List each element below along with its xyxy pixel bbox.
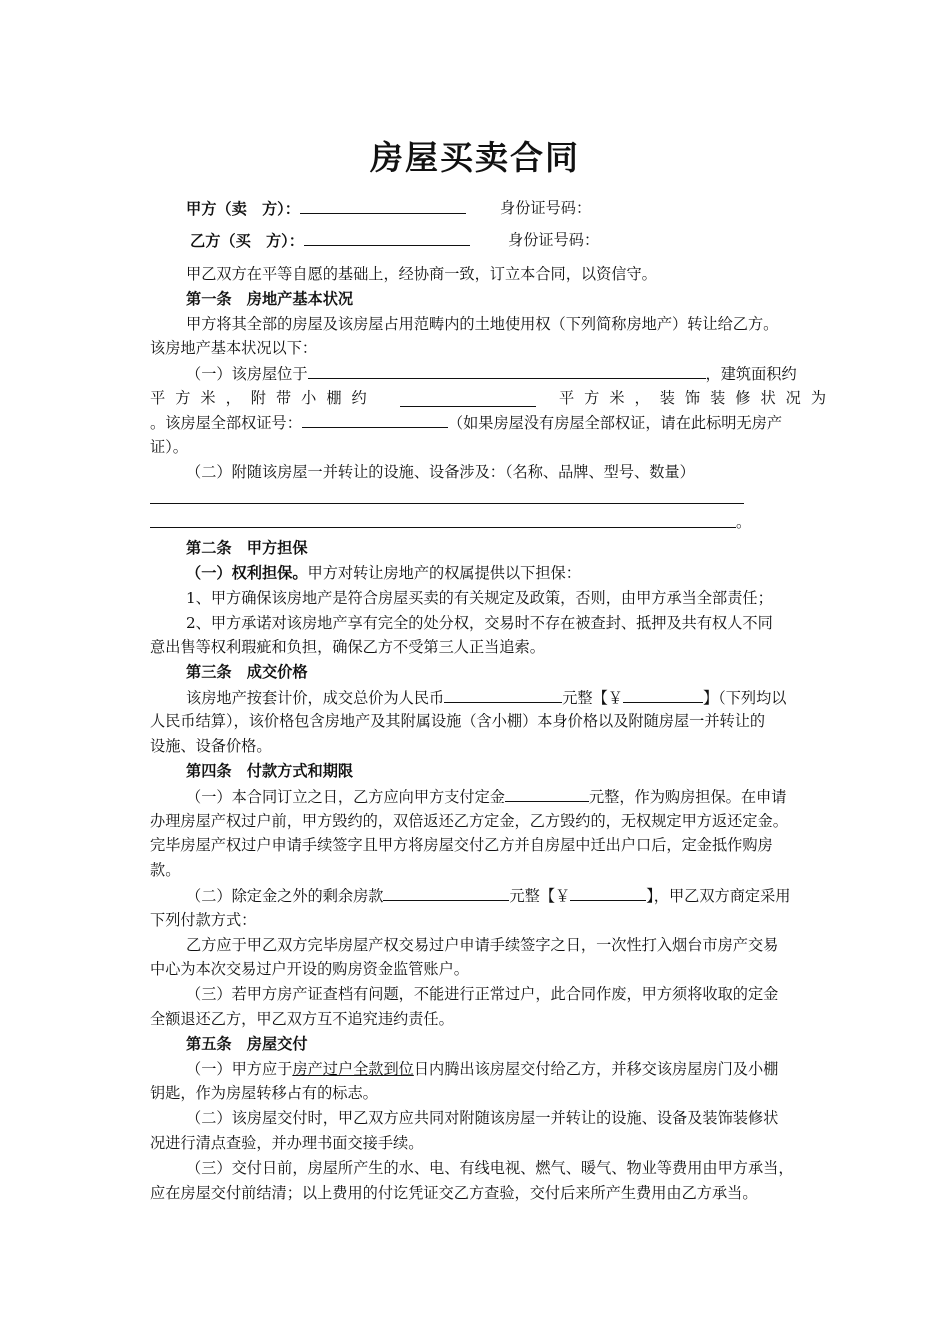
- party-a-label: 甲方（卖 方）：: [186, 200, 300, 218]
- article-5-heading: 第五条 房屋交付: [186, 1035, 308, 1053]
- article-4-p3-line-1: 乙方应于甲乙双方完毕房屋产权交易过户申请手续签字之日，一次性打入烟台市房产交易: [186, 936, 779, 954]
- remaining-payment-figure-blank: [570, 883, 646, 901]
- article-2-sub-1: （一）权利担保。甲方对转让房地产的权属提供以下担保：: [186, 564, 581, 582]
- article-4-p4-line-1: （三）若甲方房产证查档有问题，不能进行正常过户，此合同作废，甲方须将收取的定金: [186, 985, 779, 1003]
- article-1-para: 甲方将其全部的房屋及该房屋占用范畴内的土地使用权（下列简称房地产）转让给乙方。: [186, 315, 779, 333]
- equipment-blank-2: [150, 527, 736, 528]
- article-3-heading: 第三条 成交价格: [186, 663, 308, 681]
- article-4-p3-line-2: 中心为本次交易过户开设的购房资金监管账户。: [150, 960, 469, 978]
- party-b-line: [190, 228, 470, 253]
- party-a-line: [186, 196, 466, 221]
- article-5-p2-line-1: （二）该房屋交付时，甲乙双方应共同对附随该房屋一并转让的设施、设备及装饰装修状: [186, 1109, 779, 1127]
- preamble: 甲乙双方在平等自愿的基础上，经协商一致，订立本合同，以资信守。: [186, 265, 657, 283]
- total-price-blank: [444, 685, 562, 703]
- article-5-p2-line-2: 况进行清点查验，并办理书面交接手续。: [150, 1134, 424, 1152]
- item-1-line-2: 平方米，附带小棚约 平方米，装饰装修状况为: [150, 389, 836, 407]
- article-3-line-1: 该房地产按套计价，成交总价为人民币 元整【￥ 】（下列均以: [186, 685, 786, 710]
- article-5-p3-line-2: 应在房屋交付前结清；以上费用的付讫凭证交乙方查验，交付后来所产生费用由乙方承当。: [150, 1184, 758, 1202]
- article-2-heading: 第二条 甲方担保: [186, 539, 308, 557]
- article-4-heading: 第四条 付款方式和期限: [186, 762, 354, 780]
- shed-area-blank: [400, 389, 536, 407]
- item-1-line-1: （一）该房屋位于 ，建筑面积约: [186, 361, 797, 386]
- article-4-p4-line-2: 全额退还乙方，甲乙双方互不追究违约责任。: [150, 1010, 454, 1028]
- equipment-end-mark: 。: [736, 513, 752, 531]
- certificate-number-blank: [302, 410, 448, 428]
- article-4-p1-line-1: （一）本合同订立之日，乙方应向甲方支付定金 元整，作为购房担保。在申请: [186, 784, 786, 809]
- article-1-para-cont: 该房地产基本状况以下：: [150, 339, 318, 357]
- article-3-line-3: 设施、设备价格。: [150, 737, 272, 755]
- article-4-p1-line-2: 办理房屋产权过户前，甲方毁约的，双倍返还乙方定金，乙方毁约的，无权规定甲方返还定金。: [150, 812, 788, 830]
- article-4-p2-line-2: 下列付款方式：: [150, 911, 257, 929]
- party-b-id-label: 身份证号码：: [508, 231, 600, 249]
- delivery-condition: 房产过户全款到位: [292, 1060, 414, 1078]
- article-5-p1-line-1: （一）甲方应于房产过户全款到位日内腾出该房屋交付给乙方，并移交该房屋房门及小棚: [186, 1060, 779, 1078]
- article-2-point-1: 1、甲方确保该房地产是符合房屋买卖的有关规定及政策，否则，由甲方承当全部责任；: [186, 589, 773, 607]
- party-b-name-blank: [304, 228, 470, 246]
- item-1-line-3: 。该房屋全部权证号： （如果房屋没有房屋全部权证，请在此标明无房产: [150, 410, 782, 435]
- document-title: 房屋买卖合同: [370, 138, 580, 177]
- article-4-p1-line-3: 完毕房屋产权过户申请手续签字且甲方将房屋交付乙方并自房屋中迁出户口后，定金抵作购房: [150, 836, 773, 854]
- article-5-p1-line-2: 钥匙，作为房屋转移占有的标志。: [150, 1084, 378, 1102]
- party-a-id-label: 身份证号码：: [500, 199, 592, 217]
- party-a-name-blank: [300, 196, 466, 214]
- article-5-p3-line-1: （三）交付日前，房屋所产生的水、电、有线电视、燃气、暖气、物业等费用由甲方承当，: [186, 1159, 794, 1177]
- total-price-figure-blank: [623, 685, 703, 703]
- location-blank: [308, 361, 706, 379]
- remaining-payment-blank: [383, 883, 509, 901]
- article-4-p1-line-4: 款。: [150, 861, 181, 879]
- article-2-point-2-cont: 意出售等权利瑕疵和负担，确保乙方不受第三人正当追索。: [150, 638, 545, 656]
- item-1-line-4: 证）。: [150, 438, 188, 456]
- item-2-line: （二）附随该房屋一并转让的设施、设备涉及：（名称、品牌、型号、数量）: [186, 463, 695, 481]
- deposit-blank: [505, 784, 589, 802]
- article-3-line-2: 人民币结算），该价格包含房地产及其附属设施（含小棚）本身价格以及附随房屋一并转让的: [150, 712, 766, 730]
- article-1-heading: 第一条 房地产基本状况: [186, 290, 354, 308]
- equipment-blank-1: [150, 503, 744, 504]
- article-2-point-2: 2、甲方承诺对该房地产享有完全的处分权，交易时不存在被查封、抵押及共有权人不同: [186, 614, 773, 632]
- article-4-p2-line-1: （二）除定金之外的剩余房款 元整【￥ 】，甲乙双方商定采用: [186, 883, 790, 908]
- party-b-label: 乙方（买 方）：: [190, 232, 304, 250]
